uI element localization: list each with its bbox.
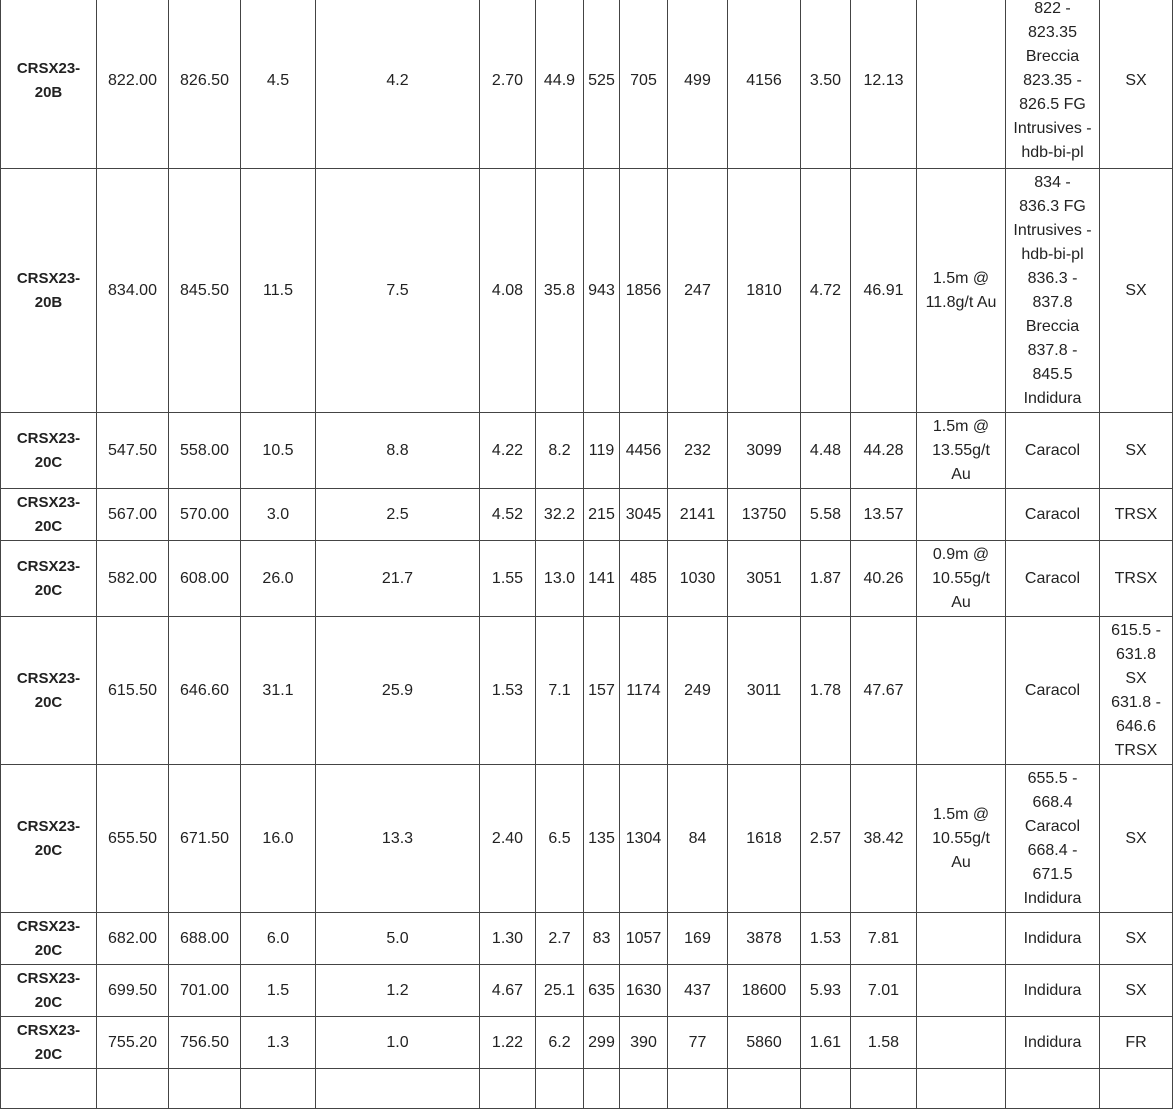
grade-cell: 12.13 xyxy=(851,0,917,169)
grade-cell xyxy=(668,1069,728,1109)
lithology-cell: Indidura xyxy=(1006,1017,1100,1069)
grade-cell: 390 xyxy=(620,1017,668,1069)
grade-cell: 47.67 xyxy=(851,617,917,765)
grade-cell: 2141 xyxy=(668,489,728,541)
length-cell: 1.3 xyxy=(241,1017,316,1069)
including-cell xyxy=(917,617,1006,765)
hole-id-cell: CRSX23- 20B xyxy=(1,169,97,413)
grade-cell: 3.50 xyxy=(801,0,851,169)
table-row xyxy=(1,965,1173,1017)
grade-cell: 77 xyxy=(668,1017,728,1069)
grade-cell: 1618 xyxy=(728,765,801,913)
grade-cell: 232 xyxy=(668,413,728,489)
length-cell: 10.5 xyxy=(241,413,316,489)
hole-id-cell: CRSX23- 20C xyxy=(1,913,97,965)
grade-cell: 4.08 xyxy=(480,169,536,413)
grade-cell xyxy=(584,1069,620,1109)
lithology-cell xyxy=(1006,1069,1100,1109)
hole-id-cell: CRSX23- 20B xyxy=(1,0,97,169)
grade-cell: 3099 xyxy=(728,413,801,489)
length-cell: 26.0 xyxy=(241,541,316,617)
grade-cell: 4.48 xyxy=(801,413,851,489)
grade-cell: 943 xyxy=(584,169,620,413)
grade-cell: 3878 xyxy=(728,913,801,965)
grade-cell: 119 xyxy=(584,413,620,489)
including-cell xyxy=(917,913,1006,965)
grade-cell xyxy=(536,1069,584,1109)
hole-id-cell xyxy=(1,1069,97,1109)
grade-cell: 4.67 xyxy=(480,965,536,1017)
including-cell xyxy=(917,0,1006,169)
grade-cell xyxy=(851,1069,917,1109)
hole-id-cell: CRSX23- 20C xyxy=(1,413,97,489)
grade-cell: 1.53 xyxy=(801,913,851,965)
true-width-cell: 1.2 xyxy=(316,965,480,1017)
lithology-cell: 655.5 - 668.4 Caracol 668.4 - 671.5 Indidura xyxy=(1006,765,1100,913)
grade-cell: 3051 xyxy=(728,541,801,617)
grade-cell: 2.57 xyxy=(801,765,851,913)
length-cell: 6.0 xyxy=(241,913,316,965)
grade-cell: 13.0 xyxy=(536,541,584,617)
grade-cell: 1304 xyxy=(620,765,668,913)
hole-id-cell: CRSX23- 20C xyxy=(1,489,97,541)
table-row xyxy=(1,169,1173,413)
grade-cell xyxy=(480,1069,536,1109)
grade-cell: 525 xyxy=(584,0,620,169)
grade-cell: 44.9 xyxy=(536,0,584,169)
including-cell xyxy=(917,1017,1006,1069)
grade-cell: 3045 xyxy=(620,489,668,541)
grade-cell: 135 xyxy=(584,765,620,913)
grade-cell: 1.78 xyxy=(801,617,851,765)
grade-cell: 1810 xyxy=(728,169,801,413)
grade-cell: 18600 xyxy=(728,965,801,1017)
grade-cell: 5.93 xyxy=(801,965,851,1017)
grade-cell: 635 xyxy=(584,965,620,1017)
grade-cell: 44.28 xyxy=(851,413,917,489)
grade-cell: 1.22 xyxy=(480,1017,536,1069)
table-row xyxy=(1,489,1173,541)
grade-cell: 25.1 xyxy=(536,965,584,1017)
table-row xyxy=(1,541,1173,617)
grade-cell: 141 xyxy=(584,541,620,617)
from-cell: 615.50 xyxy=(97,617,169,765)
grade-cell: 499 xyxy=(668,0,728,169)
including-cell xyxy=(917,489,1006,541)
length-cell xyxy=(241,1069,316,1109)
grade-cell: 215 xyxy=(584,489,620,541)
including-cell xyxy=(917,965,1006,1017)
grade-cell: 169 xyxy=(668,913,728,965)
lithology-cell: Caracol xyxy=(1006,541,1100,617)
to-cell: 671.50 xyxy=(169,765,241,913)
including-cell: 1.5m @ 10.55g/t Au xyxy=(917,765,1006,913)
grade-cell: 157 xyxy=(584,617,620,765)
grade-cell: 84 xyxy=(668,765,728,913)
mineralization-type-cell: FR xyxy=(1100,1017,1173,1069)
table-body xyxy=(1,0,1173,1109)
grade-cell: 1.61 xyxy=(801,1017,851,1069)
true-width-cell xyxy=(316,1069,480,1109)
grade-cell: 2.40 xyxy=(480,765,536,913)
true-width-cell: 1.0 xyxy=(316,1017,480,1069)
length-cell: 31.1 xyxy=(241,617,316,765)
grade-cell: 1057 xyxy=(620,913,668,965)
to-cell: 570.00 xyxy=(169,489,241,541)
grade-cell: 437 xyxy=(668,965,728,1017)
true-width-cell: 8.8 xyxy=(316,413,480,489)
true-width-cell: 5.0 xyxy=(316,913,480,965)
grade-cell: 40.26 xyxy=(851,541,917,617)
from-cell xyxy=(97,1069,169,1109)
true-width-cell: 4.2 xyxy=(316,0,480,169)
table-row xyxy=(1,0,1173,169)
to-cell: 558.00 xyxy=(169,413,241,489)
grade-cell: 1.87 xyxy=(801,541,851,617)
grade-cell xyxy=(620,1069,668,1109)
lithology-cell: Indidura xyxy=(1006,965,1100,1017)
including-cell: 0.9m @ 10.55g/t Au xyxy=(917,541,1006,617)
grade-cell: 1030 xyxy=(668,541,728,617)
grade-cell: 2.7 xyxy=(536,913,584,965)
grade-cell: 7.01 xyxy=(851,965,917,1017)
hole-id-cell: CRSX23- 20C xyxy=(1,617,97,765)
mineralization-type-cell: SX xyxy=(1100,0,1173,169)
grade-cell: 46.91 xyxy=(851,169,917,413)
from-cell: 699.50 xyxy=(97,965,169,1017)
from-cell: 682.00 xyxy=(97,913,169,965)
length-cell: 11.5 xyxy=(241,169,316,413)
grade-cell: 83 xyxy=(584,913,620,965)
from-cell: 582.00 xyxy=(97,541,169,617)
grade-cell: 299 xyxy=(584,1017,620,1069)
grade-cell: 4156 xyxy=(728,0,801,169)
table-row xyxy=(1,913,1173,965)
grade-cell: 1174 xyxy=(620,617,668,765)
length-cell: 3.0 xyxy=(241,489,316,541)
to-cell: 646.60 xyxy=(169,617,241,765)
hole-id-cell: CRSX23- 20C xyxy=(1,965,97,1017)
grade-cell xyxy=(728,1069,801,1109)
including-cell: 1.5m @ 11.8g/t Au xyxy=(917,169,1006,413)
length-cell: 4.5 xyxy=(241,0,316,169)
grade-cell: 7.1 xyxy=(536,617,584,765)
grade-cell: 8.2 xyxy=(536,413,584,489)
to-cell: 826.50 xyxy=(169,0,241,169)
to-cell: 756.50 xyxy=(169,1017,241,1069)
mineralization-type-cell: TRSX xyxy=(1100,489,1173,541)
lithology-cell: Caracol xyxy=(1006,617,1100,765)
lithology-cell: Caracol xyxy=(1006,489,1100,541)
table-row xyxy=(1,765,1173,913)
grade-cell: 4.22 xyxy=(480,413,536,489)
from-cell: 655.50 xyxy=(97,765,169,913)
hole-id-cell: CRSX23- 20C xyxy=(1,1017,97,1069)
grade-cell: 13.57 xyxy=(851,489,917,541)
lithology-cell: 834 - 836.3 FG Intrusives - hdb-bi-pl 836.3 - 837.8 Breccia 837.8 - 845.5 Indidura xyxy=(1006,169,1100,413)
grade-cell: 485 xyxy=(620,541,668,617)
including-cell xyxy=(917,1069,1006,1109)
grade-cell: 4456 xyxy=(620,413,668,489)
lithology-cell: Caracol xyxy=(1006,413,1100,489)
grade-cell: 6.5 xyxy=(536,765,584,913)
true-width-cell: 2.5 xyxy=(316,489,480,541)
grade-cell: 2.70 xyxy=(480,0,536,169)
table-row xyxy=(1,413,1173,489)
grade-cell: 4.52 xyxy=(480,489,536,541)
hole-id-cell: CRSX23- 20C xyxy=(1,541,97,617)
grade-cell: 5860 xyxy=(728,1017,801,1069)
grade-cell: 1856 xyxy=(620,169,668,413)
grade-cell: 7.81 xyxy=(851,913,917,965)
true-width-cell: 25.9 xyxy=(316,617,480,765)
grade-cell: 35.8 xyxy=(536,169,584,413)
mineralization-type-cell: SX xyxy=(1100,169,1173,413)
hole-id-cell: CRSX23- 20C xyxy=(1,765,97,913)
grade-cell: 1630 xyxy=(620,965,668,1017)
length-cell: 1.5 xyxy=(241,965,316,1017)
grade-cell: 249 xyxy=(668,617,728,765)
grade-cell: 6.2 xyxy=(536,1017,584,1069)
grade-cell: 1.53 xyxy=(480,617,536,765)
mineralization-type-cell: SX xyxy=(1100,965,1173,1017)
grade-cell: 4.72 xyxy=(801,169,851,413)
grade-cell: 1.55 xyxy=(480,541,536,617)
grade-cell: 32.2 xyxy=(536,489,584,541)
mineralization-type-cell xyxy=(1100,1069,1173,1109)
table-row xyxy=(1,1017,1173,1069)
grade-cell: 1.30 xyxy=(480,913,536,965)
to-cell xyxy=(169,1069,241,1109)
mineralization-type-cell: SX xyxy=(1100,413,1173,489)
grade-cell: 3011 xyxy=(728,617,801,765)
length-cell: 16.0 xyxy=(241,765,316,913)
lithology-cell: Indidura xyxy=(1006,913,1100,965)
lithology-cell: 822 - 823.35 Breccia 823.35 - 826.5 FG Intrusives - hdb-bi-pl xyxy=(1006,0,1100,169)
true-width-cell: 21.7 xyxy=(316,541,480,617)
grade-cell: 5.58 xyxy=(801,489,851,541)
table-row xyxy=(1,1069,1173,1109)
mineralization-type-cell: 615.5 - 631.8 SX 631.8 - 646.6 TRSX xyxy=(1100,617,1173,765)
grade-cell: 1.58 xyxy=(851,1017,917,1069)
from-cell: 567.00 xyxy=(97,489,169,541)
grade-cell: 38.42 xyxy=(851,765,917,913)
table-row xyxy=(1,617,1173,765)
mineralization-type-cell: SX xyxy=(1100,913,1173,965)
grade-cell: 705 xyxy=(620,0,668,169)
from-cell: 822.00 xyxy=(97,0,169,169)
from-cell: 834.00 xyxy=(97,169,169,413)
to-cell: 701.00 xyxy=(169,965,241,1017)
grade-cell xyxy=(801,1069,851,1109)
grade-cell: 13750 xyxy=(728,489,801,541)
from-cell: 755.20 xyxy=(97,1017,169,1069)
including-cell: 1.5m @ 13.55g/t Au xyxy=(917,413,1006,489)
mineralization-type-cell: SX xyxy=(1100,765,1173,913)
from-cell: 547.50 xyxy=(97,413,169,489)
mineralization-type-cell: TRSX xyxy=(1100,541,1173,617)
to-cell: 845.50 xyxy=(169,169,241,413)
grade-cell: 247 xyxy=(668,169,728,413)
true-width-cell: 13.3 xyxy=(316,765,480,913)
to-cell: 608.00 xyxy=(169,541,241,617)
true-width-cell: 7.5 xyxy=(316,169,480,413)
to-cell: 688.00 xyxy=(169,913,241,965)
